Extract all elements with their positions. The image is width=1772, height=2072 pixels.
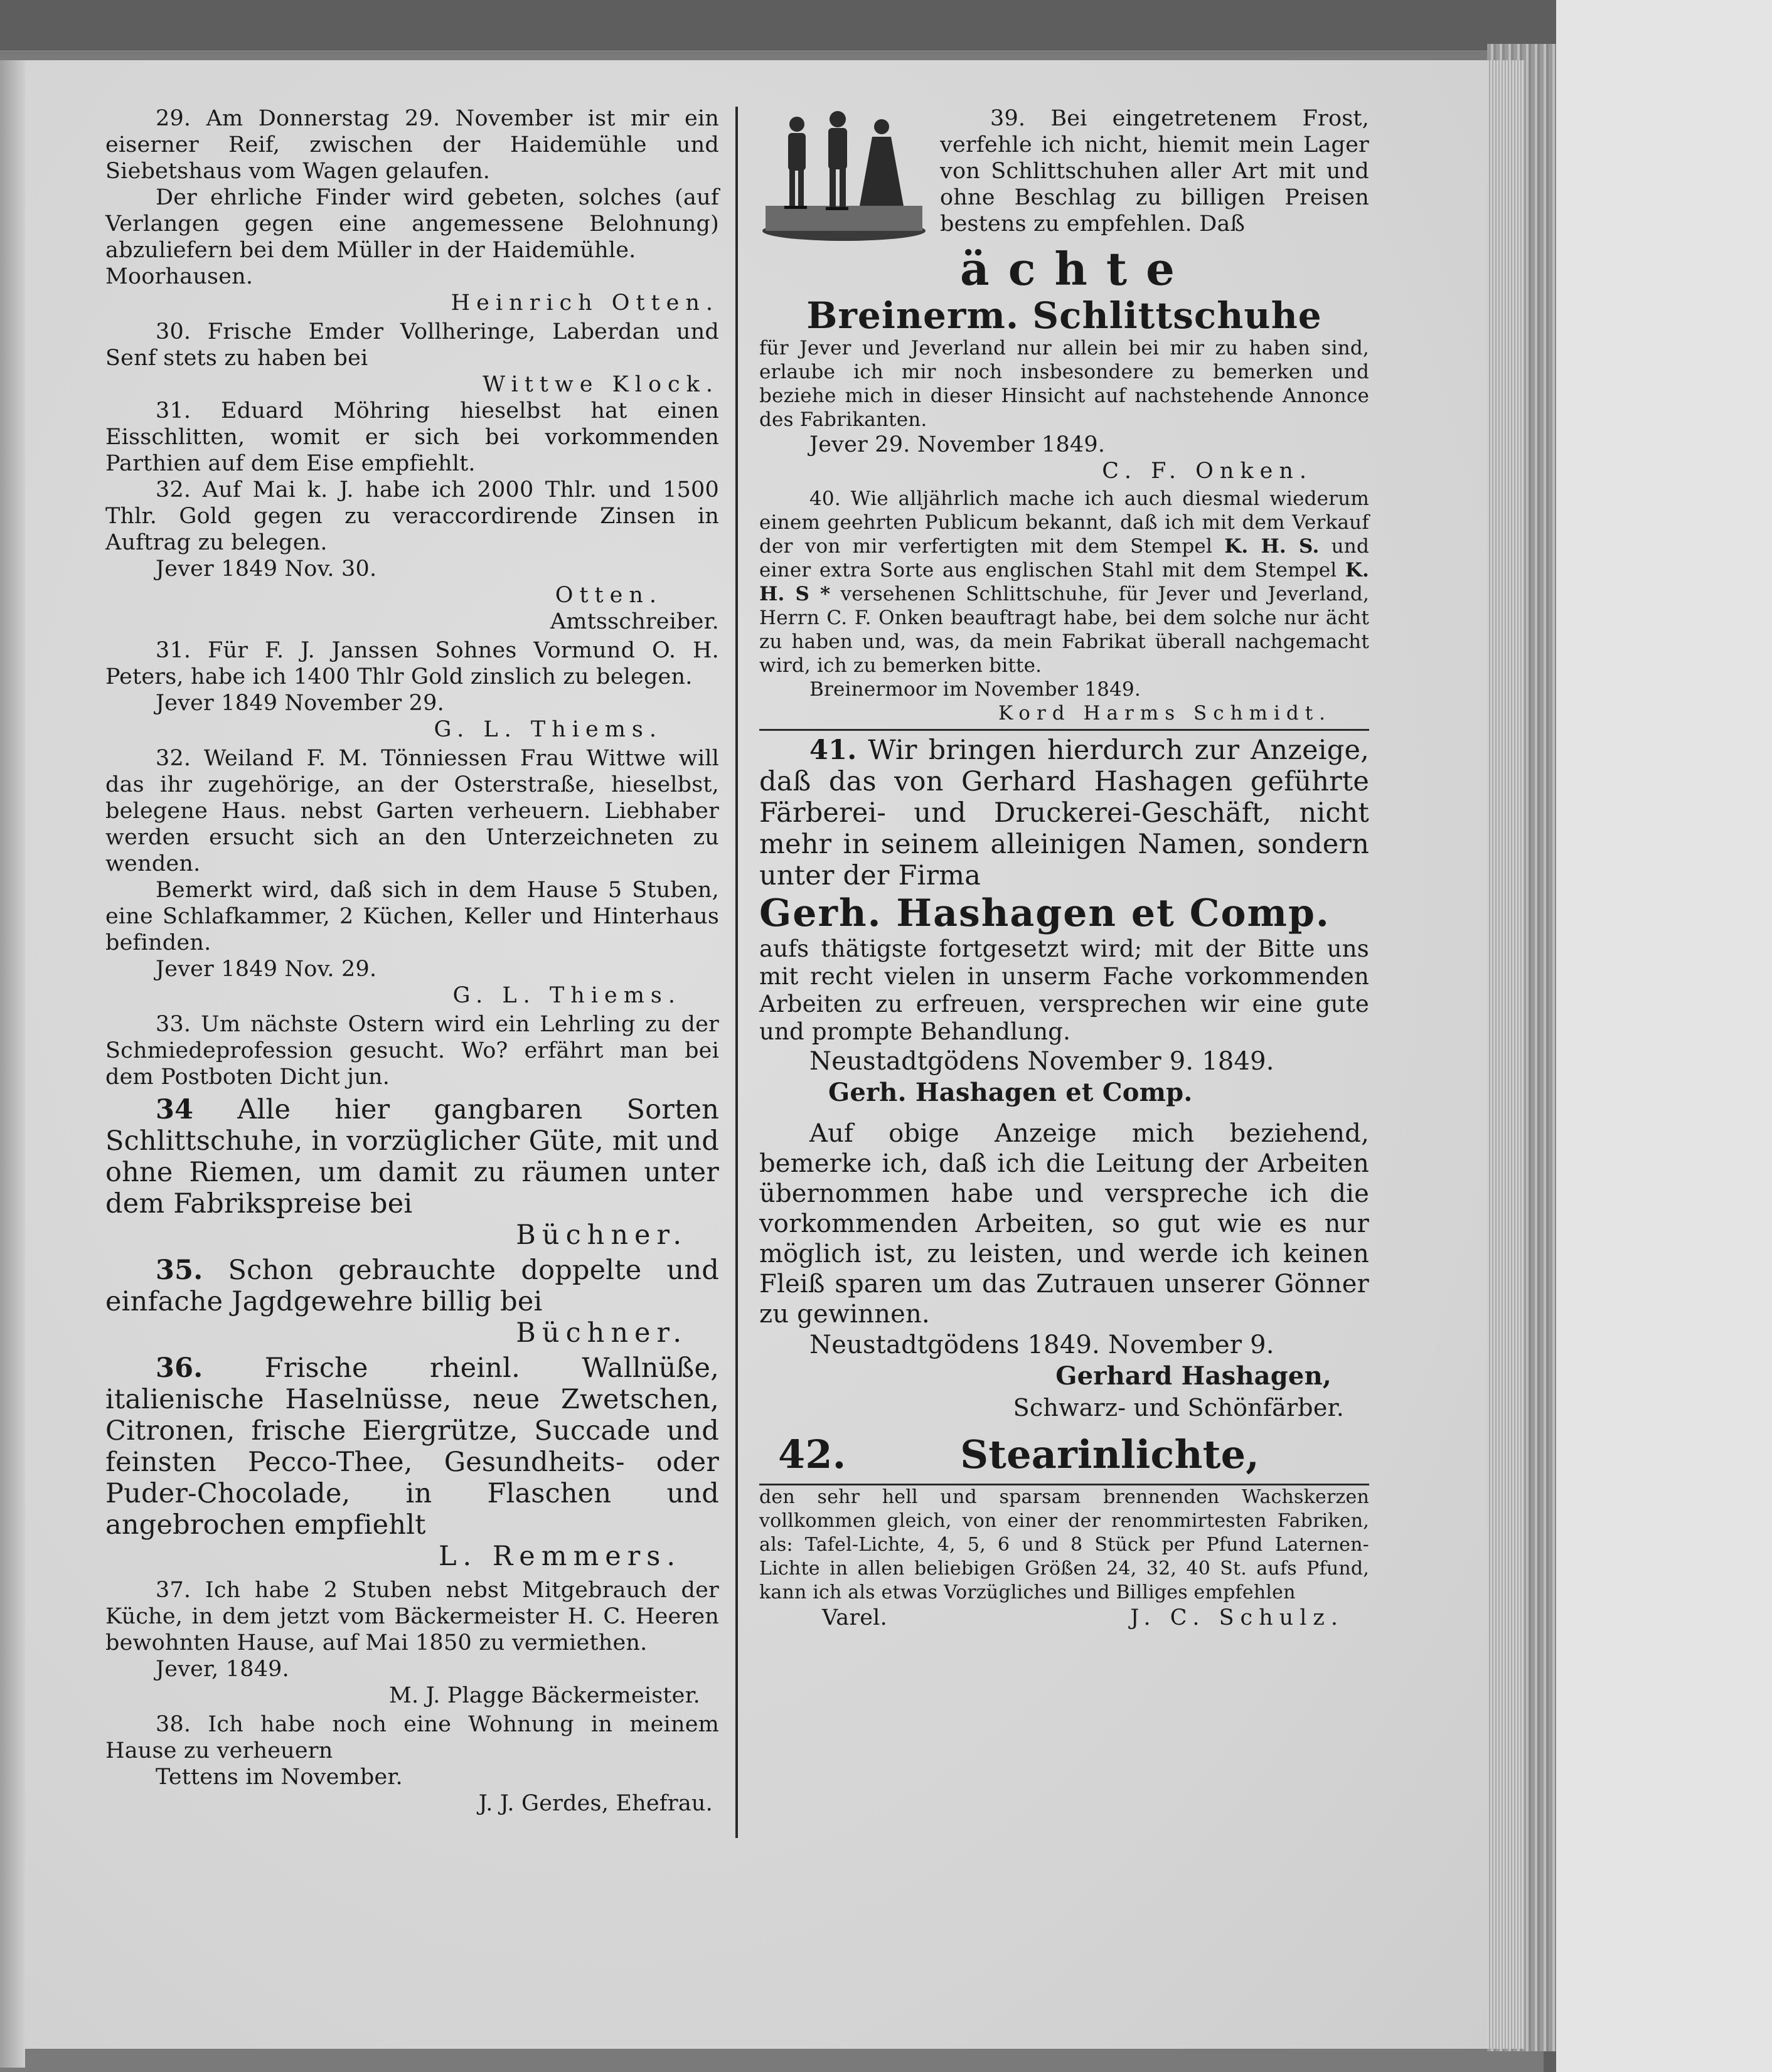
ad-40 [759, 487, 1369, 725]
ad-31b-signature: G. L. Thiems. [434, 717, 663, 742]
ad-40-signature: Kord Harms Schmidt. [998, 702, 1332, 725]
ad-39-date: Jever 29. November 1849. [809, 432, 1106, 457]
ad-41 [759, 735, 1369, 1423]
ad-32b-text-2: Bemerkt wird, daß sich in dem Hause 5 Stuben, eine Schlafkammer, 2 Küchen, Keller und Hinterhaus befinden. [105, 878, 719, 955]
ad-29-place: Moorhausen. [105, 264, 254, 289]
ad-36-signature: L. Remmers. [438, 1541, 681, 1572]
ad-34-text: Alle hier gangbaren Sorten Schlittschuhe, in vorzüglicher Güte, mit und ohne Riemen, um damit zu räumen unter dem Fabrikspreise bei [105, 1094, 719, 1219]
ad-38-signature: J. J. Gerdes, Ehefrau. [478, 1791, 713, 1816]
ad-41-text-3: Auf obige Anzeige mich beziehend, bemerke ich, daß ich die Leitung der Arbeiten übernommen habe und verspreche ich die vorkommenden Arbeiten, so gut wie es nur möglich ist, zu leisten, und werde ich keinen Fleiß sparen um das Zutrauen unserer Gönner zu gewinnen. [759, 1119, 1369, 1329]
ad-32b-text: 32. Weiland F. M. Tönniessen Frau Wittwe will das ihr zugehörige, an der Osterstraße, hieselbst, belegene Haus. nebst Garten verheuern. Liebhaber werden ersucht sich an den Unterzeichneten zu wenden. [105, 746, 719, 876]
ad-34-number: 34 [156, 1094, 194, 1125]
ad-36-number: 36. [156, 1352, 203, 1384]
left-page-edge [0, 60, 25, 2068]
ad-41-title-2: Schwarz- und Schönfärber. [1013, 1394, 1344, 1421]
ad-41-signature: Gerh. Hashagen et Comp. [828, 1078, 1193, 1107]
ad-38 [105, 1711, 719, 1817]
ad-41-signature-2: Gerhard Hashagen, [1055, 1361, 1332, 1391]
ad-38-date: Tettens im November. [156, 1765, 403, 1790]
page-stack-edges [1487, 60, 1525, 2049]
ad-36 [105, 1352, 719, 1572]
ad-41-date: Neustadtgödens November 9. 1849. [809, 1047, 1274, 1076]
ad-41-text-2: aufs thätigste fortgesetzt wird; mit der Bitte uns mit recht vielen in unserm Fache vorkommenden Arbeiten zu erfreuen, versprechen wir eine gute und prompte Behandlung. [759, 935, 1369, 1045]
right-column [759, 105, 1369, 1631]
ad-40-date: Breinermoor im November 1849. [809, 678, 1141, 701]
ad-31b-text: 31. Für F. J. Janssen Sohnes Vormund O. H. Peters, habe ich 1400 Thlr Gold zinslich zu belegen. [105, 638, 719, 689]
ad-38-text: 38. Ich habe noch eine Wohnung in meinem Hause zu verheuern [105, 1712, 719, 1763]
ad-37-text: 37. Ich habe 2 Stuben nebst Mitgebrauch der Küche, in dem jetzt vom Bäckermeister H. C. Heeren bewohnten Hause, auf Mai 1850 zu vermiethen. [105, 1578, 719, 1655]
ad-34-signature: Büchner. [516, 1219, 688, 1251]
ad-42 [759, 1430, 1369, 1631]
ad-29-text: 29. Am Donnerstag 29. November ist mir ein eiserner Reif, zwischen der Haidemühle und Siebetshaus vom Wagen gelaufen. [105, 106, 719, 184]
ad-35-text: Schon gebrauchte doppelte und einfache Jagdgewehre billig bei [105, 1255, 719, 1317]
ad-40-stamp-1: K. H. S. [1224, 535, 1320, 558]
ad-34 [105, 1094, 719, 1251]
separator-rule [759, 729, 1369, 731]
ad-31b [105, 637, 719, 743]
ad-30 [105, 319, 719, 398]
left-column [105, 105, 719, 1817]
ad-39 [759, 105, 1369, 484]
ad-42-signature: J. C. Schulz. [1130, 1605, 1344, 1630]
ad-40-text-c: versehenen Schlittschuhe, für Jever und Jeverland, Herrn C. F. Onken beauftragt habe, bei dem solche nur ächt zu haben und, was, da mein Fabrikat überall nachgemacht wird, ich zu bemerken bitte. [759, 583, 1370, 677]
ad-29 [105, 105, 719, 316]
ad-42-number: 42. [778, 1432, 846, 1477]
ad-37-signature: M. J. Plagge Bäckermeister. [389, 1683, 700, 1708]
ad-35-signature: Büchner. [516, 1317, 688, 1349]
ad-32 [105, 477, 719, 635]
ad-37-date: Jever, 1849. [156, 1657, 289, 1682]
ad-41-date-2: Neustadtgödens 1849. November 9. [809, 1331, 1274, 1359]
ad-32-text: 32. Auf Mai k. J. habe ich 2000 Thlr. und 1500 Thlr. Gold gegen zu veraccordirende Zinsen in Auftrag zu belegen. [105, 477, 719, 555]
ad-32-date: Jever 1849 Nov. 30. [156, 556, 377, 582]
ad-39-heading-1: ächte [960, 242, 1193, 295]
column-divider [735, 107, 738, 1838]
ad-29-signature: Heinrich Otten. [451, 290, 719, 316]
ad-39-heading-2: Breinerm. Schlittschuhe [806, 294, 1322, 337]
ad-31b-date: Jever 1849 November 29. [156, 691, 444, 716]
ad-33 [105, 1011, 719, 1090]
ad-37 [105, 1577, 719, 1709]
ad-32-signature: Otten. [555, 583, 663, 608]
ad-40-text-a: 40. Wie alljährlich mache ich auch diesmal wiederum einem geehrten Publicum bekannt, daß ich mit dem Verkauf der von mir verfertigten mit dem Stempel [759, 487, 1369, 558]
ad-31-text: 31. Eduard Möhring hieselbst hat einen Eisschlitten, womit er sich bei vorkommenden Parthien auf dem Eise empfiehlt. [105, 398, 719, 476]
ad-39-signature: C. F. Onken. [1102, 459, 1313, 484]
ad-42-heading: Stearinlichte, [960, 1432, 1259, 1477]
ad-35-number: 35. [156, 1255, 203, 1286]
ad-39-text-2: für Jever und Jeverland nur allein bei mir zu haben sind, erlaube ich mir noch insbesondere zu bemerken und beziehe mich in dieser Hinsicht auf nachstehende Annonce des Fabrikanten. [759, 337, 1369, 431]
ad-32b [105, 745, 719, 1009]
ad-42-place: Varel. [822, 1605, 887, 1630]
scanner-background [1556, 0, 1772, 2072]
ad-29-text-2: Der ehrliche Finder wird gebeten, solches (auf Verlangen gegen eine angemessene Belohnung) abzuliefern bei dem Müller in der Haidemühle. [105, 185, 719, 263]
ad-32b-date: Jever 1849 Nov. 29. [156, 957, 377, 982]
ad-33-text: 33. Um nächste Ostern wird ein Lehrling zu der Schmiedeprofession gesucht. Wo? erfährt man bei dem Postboten Dicht jun. [105, 1012, 719, 1090]
skaters-woodcut-illustration [759, 105, 929, 243]
ad-41-number: 41. [809, 735, 857, 766]
ad-40-stamp-2: K. H. S * [759, 559, 1369, 605]
ad-42-text: den sehr hell und sparsam brennenden Wachskerzen vollkommen gleich, von einer der renommirtesten Fabriken, als: Tafel-Lichte, 4, 5, 6 und 8 Stück per Pfund Laternen-Lichte in allen beliebigen Größen 24, 32, 40 St. aufs Pfund, kann ich als etwas Vorzügliches und Billiges empfehlen [759, 1486, 1369, 1603]
ad-36-text: Frische rheinl. Wallnüße, italienische Haselnüsse, neue Zwetschen, Citronen, frische Eiergrütze, Succade und feinsten Pecco-Thee, Gesundheits- oder Puder-Chocolade, in Flaschen und angebrochen empfiehlt [105, 1352, 719, 1541]
ad-32-title: Amtsschreiber. [550, 609, 719, 634]
ad-32b-signature: G. L. Thiems. [452, 983, 681, 1008]
ad-41-text: Wir bringen hierdurch zur Anzeige, daß das von Gerhard Hashagen geführte Färberei- und Druckerei-Geschäft, nicht mehr in seinem alleinigen Namen, sondern unter der Firma [759, 735, 1369, 891]
ad-40-text-b: und einer extra Sorte aus englischen Stahl mit dem Stempel [759, 535, 1369, 582]
ad-35 [105, 1255, 719, 1349]
ad-41-firm: Gerh. Hashagen et Comp. [759, 891, 1330, 935]
ad-30-text: 30. Frische Emder Vollheringe, Laberdan und Senf stets zu haben bei [105, 319, 719, 371]
ad-30-signature: Wittwe Klock. [483, 372, 719, 397]
ad-39-text: 39. Bei eingetretenem Frost, verfehle ich nicht, hiemit mein Lager von Schlittschuhen aller Art mit und ohne Beschlag zu billigen Preisen bestens zu empfehlen. Daß [940, 106, 1369, 236]
ad-31 [105, 398, 719, 477]
